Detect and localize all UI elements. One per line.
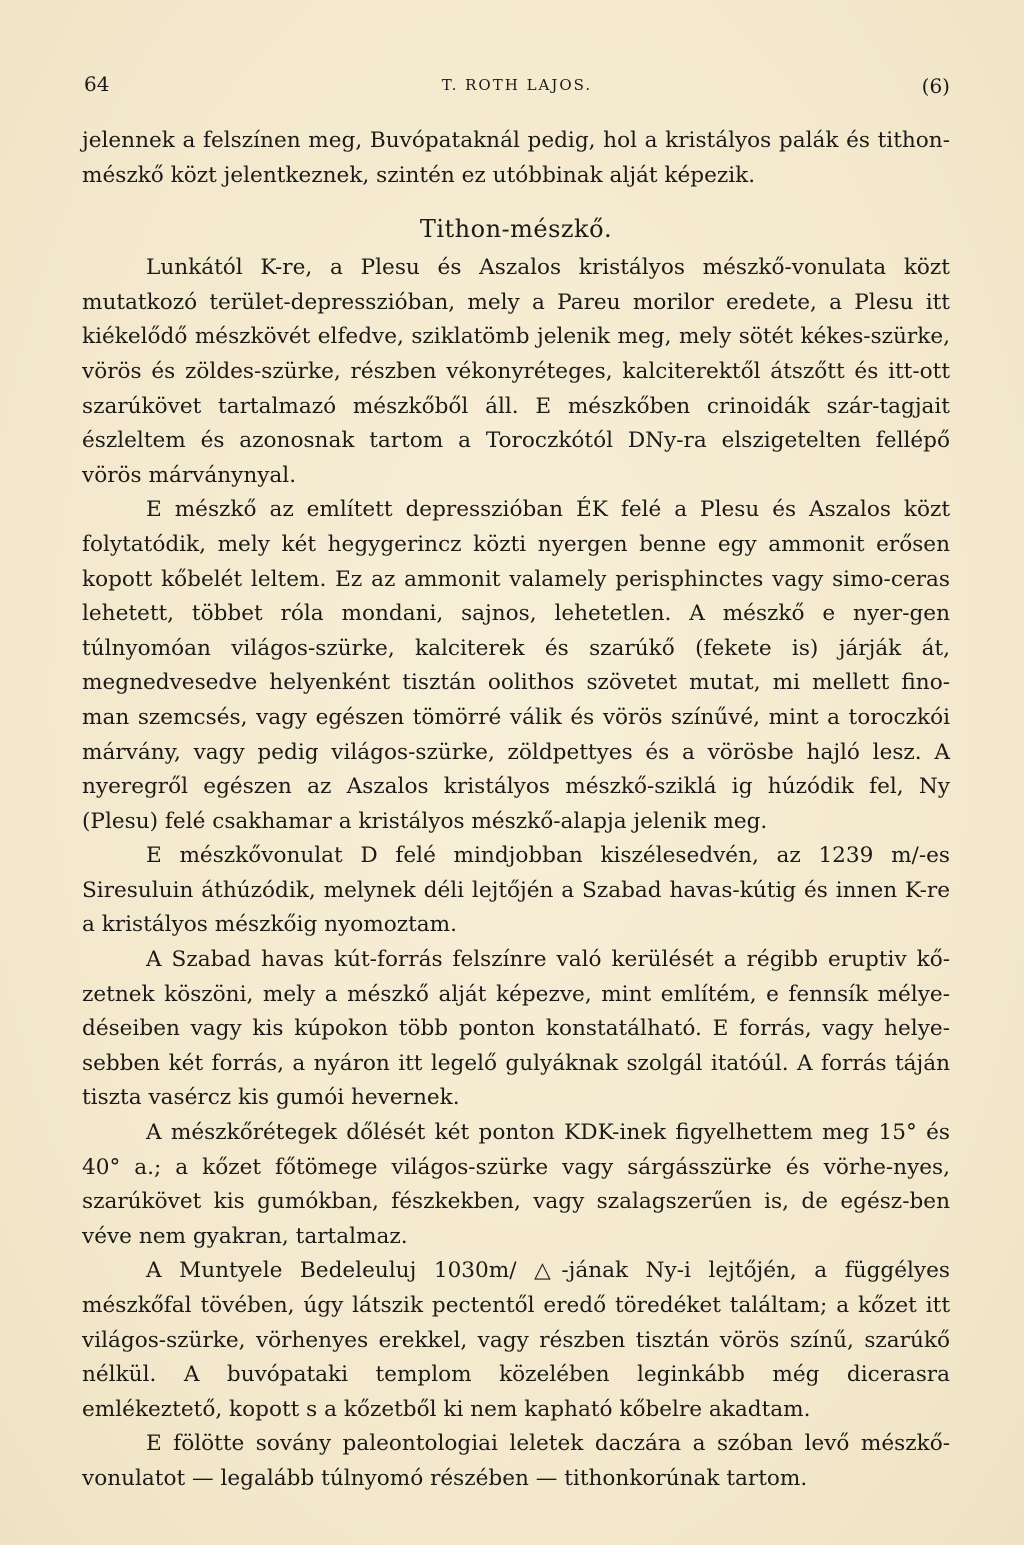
paragraph-1: Lunkától K-re, a Plesu és Aszalos kristályos mészkő-vonulata közt mutatkozó terület-depresszióban, mely a Pareu morilor eredete, a Plesu itt kiékelődő mészkövét elfedve, sziklatömb jelenik meg, mely sötét kékes-szürke, vörös és zöldes-szürke, részben vékonyréteges, kalciterektől átszőtt és itt-ott szarúkövet tartalmazó mészkőből áll. E mészkőben crinoidák szár-tagjait észleltem és azonosnak tartom a Toroczkótól DNy-ra elszigetelten fellépő vörös márványnyal. xyxy=(82,255,950,488)
paragraph-7: E fölötte sovány paleontologiai leletek daczára a szóban levő mészkő-vonulatot — legalább túlnyomó részében — tithonkorúnak tartom. xyxy=(82,1431,950,1491)
running-title: T. ROTH LAJOS. xyxy=(441,76,593,94)
paragraph-3: E mészkővonulat D felé mindjobban kiszélesedvén, az 1239 m/-es Siresuluin áthúzódik, melynek déli lejtőjén a Szabad havas-kútig és innen K-re a kristályos mészkőig nyomoztam. xyxy=(82,843,950,938)
section-heading: Tithon-mészkő. xyxy=(419,215,613,244)
body-text xyxy=(82,124,950,1497)
paragraph-6: A Muntyele Bedeleuluj 1030m/ △-jának Ny-i lejtőjén, a függélyes mészkőfal tövében, úgy látszik pectentől eredő töredéket találtam; a kőzet itt világos-szürke, vörhenyes erekkel, vagy részben tisztán vörös színű, szarúkő nélkül. A buvópataki templom közelében leginkább még dicerasra emlékeztető, kopott s a kőzetből ki nem kapható kőbelre akadtam. xyxy=(82,1258,950,1422)
page-number: 64 xyxy=(84,72,110,96)
paragraph-5: A mészkőrétegek dőlését két ponton KDK-inek figyelhettem meg 15° és 40° a.; a kőzet főtömege világos-szürke vagy sárgásszürke és vörhe-nyes, szarúkövet kis gumókban, fészkekben, vagy szalagszerűen is, de egész-ben véve nem gyakran, tartalmaz. xyxy=(82,1120,950,1249)
paragraph-2: E mészkő az említett depresszióban ÉK felé a Plesu és Aszalos közt folytatódik, mely két hegygerincz közti nyergen benne egy ammonit erősen kopott kőbelét leltem. Ez az ammonit valamely perisphinctes vagy simo-ceras lehetett, többet róla mondani, sajnos, lehetetlen. A mészkő e nyer-gen túlnyomóan világos-szürke, kalciterek és szarúkő (fekete is) járják át, megnedvesedve helyenként tisztán oolithos szövetet mutat, mi mellett fino-man szemcsés, vagy egészen tömörré válik és vörös színűvé, mint a toroczkói márvány, vagy pedig világos-szürke, zöldpettyes és a vörösbe hajló lesz. A nyeregről egészen az Aszalos kristályos mészkő-sziklá ig húzódik fel, Ny (Plesu) felé csakhamar a kristályos mészkő-alapja jelenik meg. xyxy=(82,497,950,834)
paragraph-continuation: jelennek a felszínen meg, Buvópataknál pedig, hol a kristályos palák és tithon-mészkő közt jelentkeznek, szintén ez utóbbinak alját képezik. xyxy=(82,128,950,188)
paragraph-4: A Szabad havas kút-forrás felszínre való kerülését a régibb eruptiv kő-zetnek köszöni, mely a mészkő alját képezve, mint említém, e fennsík mélye-déseiben vagy kis kúpokon több ponton konstatálható. E forrás, vagy helye-sebben két forrás, a nyáron itt legelő gulyáknak szolgál itatóúl. A forrás táján tiszta vasércz kis gumói hevernek. xyxy=(82,947,950,1111)
page-header xyxy=(84,62,950,102)
plate-reference: (6) xyxy=(921,74,950,98)
